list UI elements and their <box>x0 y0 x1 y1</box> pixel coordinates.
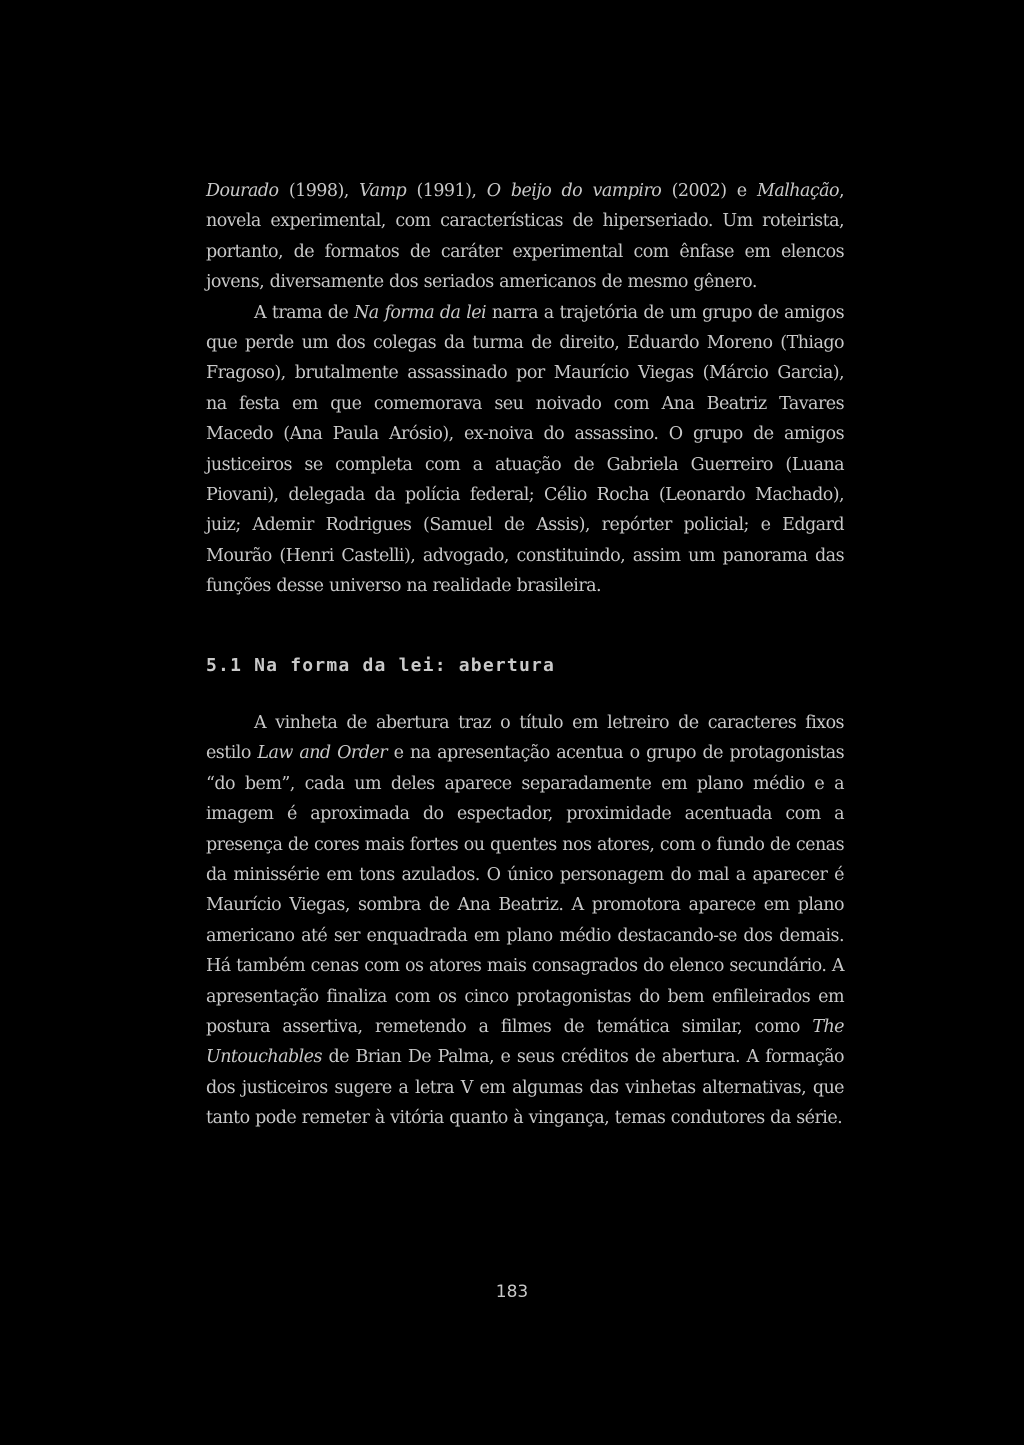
paragraph-text: , novela experimental, com características de hiperseriado. Um roteirista, portanto, de formatos de caráter experimental com ênfase em elencos jovens, diversamente dos seriados americanos de mesmo gênero. <box>206 181 844 293</box>
work-title: O beijo do vampiro <box>486 181 662 201</box>
work-title: Na forma da lei <box>354 302 487 323</box>
paragraph-text: (2002) e <box>661 181 757 201</box>
work-title: Vamp <box>359 181 407 201</box>
paragraph-text: (1991), <box>406 181 487 201</box>
work-title: Malhação <box>756 181 839 201</box>
work-title: Law and Order <box>257 743 388 764</box>
paragraph-text: de Brian De Palma, e seus créditos de abertura. A formação dos justiceiros sugere a letra V em algumas das vinhetas alternativas, que tanto pode remeter à vitória quanto à vingança, temas condutores da série. <box>206 1047 844 1129</box>
paragraph-plot <box>206 298 844 602</box>
work-title: The Untouchables <box>206 1017 844 1068</box>
paragraph-text: A trama de <box>254 302 355 323</box>
paragraph-text: narra a trajetória de um grupo de amigos que perde um dos colegas da turma de direito, Eduardo Moreno (Thiago Fragoso), brutalmente assassinado por Maurício Viegas (Márcio Garcia), na festa em que comemorava seu noivado com Ana Beatriz Tavares Macedo (Ana Paula Arósio), ex-noiva do assassino. O grupo de amigos justiceiros se completa com a atuação de Gabriela Guerreiro (Luana Piovani), delegada da polícia federal; Célio Rocha (Leonardo Machado), juiz; Ademir Rodrigues (Samuel de Assis), repórter policial; e Edgard Mourão (Henri Castelli), advogado, constituindo, assim um panorama das funções desse universo na realidade brasileira. <box>206 302 844 597</box>
section-heading: 5.1 Na forma da lei: abertura <box>206 655 556 676</box>
body-text-top <box>206 176 844 602</box>
paragraph-text: e na apresentação acentua o grupo de protagonistas “do bem”, cada um deles aparece separadamente em plano médio e a imagem é aproximada do espectador, proximidade acentuada com a presença de cores mais fortes ou quentes nos atores, com o fundo de cenas da minissérie em tons azulados. O único personagem do mal a aparecer é Maurício Viegas, sombra de Ana Beatriz. A promotora aparece em plano americano até ser enquadrada em plano médio destacando-se dos demais. Há também cenas com os atores mais consagrados do elenco secundário. A apresentação finaliza com os cinco protagonistas do bem enfileirados em postura assertiva, remetendo a filmes de temática similar, como <box>206 743 845 1038</box>
paragraph-continuation <box>206 176 844 298</box>
paragraph-text: A vinheta de abertura traz o título em letreiro de caracteres fixos estilo <box>206 713 844 764</box>
page-number: 183 <box>495 1282 529 1302</box>
work-title: Dourado <box>206 181 279 201</box>
body-text-bottom <box>206 708 844 1134</box>
paragraph-text: (1998), <box>278 181 360 201</box>
paragraph-opening <box>206 708 844 1134</box>
